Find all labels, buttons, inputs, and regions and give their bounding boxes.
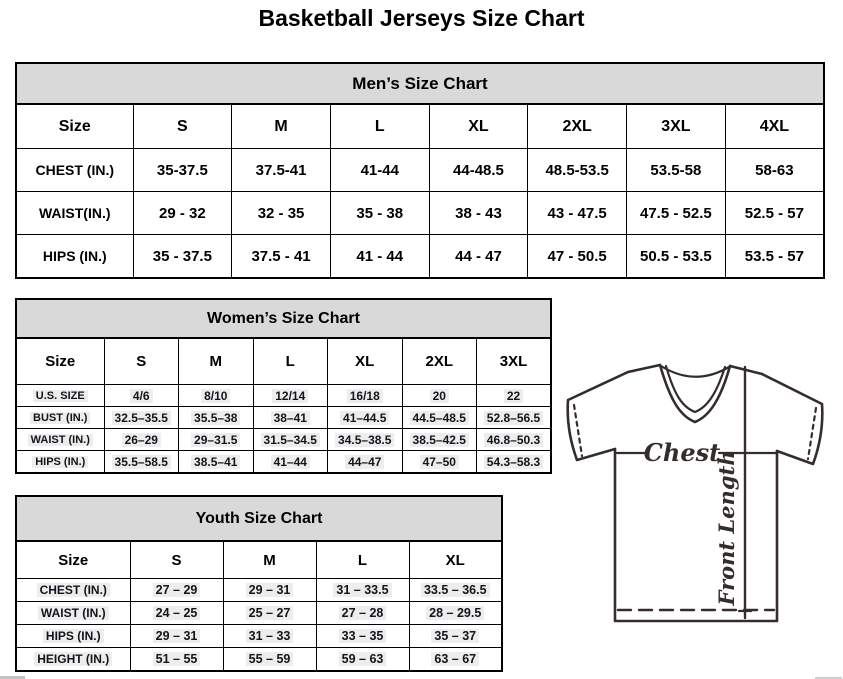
value-cell-text: 12/14 [272,389,308,403]
value-cell-text: 48.5-53.5 [545,161,609,179]
value-cell-text: 35.5–38 [191,411,240,425]
youth-size-chart-table [15,495,503,672]
size-column-L-text: L [374,117,385,135]
table-row [16,235,824,279]
value-cell [316,625,409,648]
size-corner-label [16,338,104,385]
value-cell-text: 46.8–50.3 [484,433,543,447]
chart-title: Men’s Size Chart [16,63,824,104]
value-cell [253,407,328,429]
value-cell-text: 50.5 - 53.5 [640,247,712,265]
value-cell-text: 47 - 50.5 [547,247,607,265]
size-column-M [179,338,254,385]
value-cell [402,429,477,451]
value-cell-text: 27 – 29 [153,583,201,597]
row-label [16,451,104,474]
size-column-XL-text: XL [355,353,375,370]
jersey-left-cuff-dashes [574,405,582,456]
mens-size-chart-table [15,62,825,279]
row-label-text: HIPS (IN.) [43,629,104,643]
value-cell [627,149,726,192]
value-cell-text: 44.5–48.5 [410,411,469,425]
value-cell [179,429,254,451]
size-column-3XL-text: 3XL [499,353,528,370]
jersey-measurement-diagram [558,360,833,628]
value-cell-text: 22 [504,389,523,403]
jersey-body-outline [615,449,777,621]
size-column-3XL-text: 3XL [661,117,691,135]
size-column-XL-text: XL [445,551,465,569]
size-column-XL-text: XL [468,117,489,135]
value-cell [409,648,502,672]
size-column-M-text: M [209,353,222,370]
jersey-collar-back-arc [661,366,729,377]
value-cell [316,602,409,625]
size-column-M [223,541,316,579]
value-cell-text: 47.5 - 52.5 [640,204,712,222]
size-column-M-text: M [263,551,276,569]
value-cell [725,235,824,279]
table-row [16,451,551,474]
value-cell-text: 51 – 55 [153,652,201,666]
value-cell-text: 38 - 43 [455,204,502,222]
value-cell [528,192,627,235]
size-header-row [16,104,824,149]
value-cell-text: 37.5-41 [255,161,307,179]
value-cell [429,192,528,235]
size-column-S-text: S [171,551,182,569]
row-label [16,429,104,451]
value-cell-text: 54.3–58.3 [484,455,543,469]
value-cell-text: 33 – 35 [339,629,387,643]
size-column-S-text: S [177,117,188,135]
value-cell-text: 20 [430,389,449,403]
value-cell-text: 26–29 [122,433,161,447]
jersey-collar-outer-v [660,365,730,422]
value-cell [330,192,429,235]
value-cell-text: 52.5 - 57 [744,204,804,222]
value-cell-text: 35-37.5 [156,161,208,179]
value-cell [429,235,528,279]
value-cell [223,625,316,648]
value-cell-text: 59 – 63 [339,652,387,666]
size-column-XL [409,541,502,579]
value-cell-text: 33.5 – 36.5 [421,583,490,597]
size-column-4XL-text: 4XL [759,117,790,135]
size-column-2XL-text: 2XL [425,353,453,370]
value-cell-text: 53.5 - 57 [744,247,804,265]
table-row [16,625,502,648]
size-column-L [253,338,328,385]
size-column-2XL [402,338,477,385]
value-cell [179,407,254,429]
value-cell [253,385,328,407]
value-cell-text: 29 - 32 [159,204,206,222]
value-cell [232,192,331,235]
value-cell [477,407,552,429]
size-column-S [130,541,223,579]
value-cell-text: 44–47 [345,455,384,469]
size-column-L [330,104,429,149]
value-cell-text: 41-44 [360,161,399,179]
value-cell-text: 41–44 [271,455,310,469]
value-cell-text: 55 – 59 [246,652,294,666]
value-cell-text: 35 – 37 [431,629,479,643]
size-column-3XL [627,104,726,149]
value-cell [409,625,502,648]
size-column-3XL [477,338,552,385]
value-cell [232,149,331,192]
size-column-XL [328,338,403,385]
row-label [16,625,130,648]
value-cell-text: 63 – 67 [431,652,479,666]
value-cell [223,648,316,672]
value-cell-text: 24 – 25 [153,606,201,620]
row-label-text: CHEST (IN.) [35,162,115,178]
value-cell-text: 31 – 33.5 [333,583,391,597]
size-corner-label [16,104,133,149]
row-label [16,579,130,602]
value-cell [528,235,627,279]
value-cell [725,149,824,192]
size-column-L [316,541,409,579]
value-cell [409,602,502,625]
row-label [16,192,133,235]
value-cell [328,407,403,429]
value-cell [328,429,403,451]
row-label-text: WAIST (IN.) [28,434,93,446]
row-label-text: U.S. SIZE [33,390,88,402]
value-cell [409,579,502,602]
value-cell [104,385,179,407]
value-cell [179,385,254,407]
value-cell-text: 32 - 35 [257,204,305,222]
value-cell [316,648,409,672]
value-cell-text: 53.5-58 [650,161,702,179]
value-cell [316,579,409,602]
value-cell [104,407,179,429]
value-cell-text: 52.8–56.5 [484,411,543,425]
chest-label: Chest [643,438,721,467]
value-cell [330,235,429,279]
row-label-text: WAIST (IN.) [38,606,109,620]
row-label [16,648,130,672]
table-row [16,602,502,625]
size-column-2XL [528,104,627,149]
value-cell [429,149,528,192]
value-cell-text: 35.5–58.5 [112,455,171,469]
value-cell-text: 4/6 [130,389,153,403]
value-cell [130,625,223,648]
row-label-text: WAIST(IN.) [38,205,111,221]
value-cell-text: 8/10 [201,389,230,403]
value-cell [627,235,726,279]
size-corner-label-text: Size [58,551,89,569]
size-column-L-text: L [285,353,295,370]
chart-title-row [16,299,551,338]
row-label-text: CHEST (IN.) [37,583,110,597]
size-column-S-text: S [136,353,147,370]
value-cell [179,451,254,474]
size-column-2XL-text: 2XL [562,117,592,135]
value-cell-text: 27 – 28 [339,606,387,620]
value-cell [133,192,232,235]
value-cell [130,579,223,602]
table-row [16,429,551,451]
value-cell-text: 44 - 47 [455,247,502,265]
chart-title-row [16,63,824,104]
table-row [16,385,551,407]
chart-title-row [16,496,502,541]
jersey-left-shoulder [628,365,660,372]
value-cell-text: 28 – 29.5 [426,606,484,620]
value-cell-text: 31.5–34.5 [261,433,320,447]
value-cell [328,385,403,407]
table-row [16,407,551,429]
value-cell [725,192,824,235]
row-label [16,149,133,192]
value-cell [477,429,552,451]
size-column-S [104,338,179,385]
value-cell-text: 32.5–35.5 [112,411,171,425]
value-cell-text: 38.5–42.5 [410,433,469,447]
value-cell [253,429,328,451]
value-cell [104,451,179,474]
value-cell [232,235,331,279]
size-column-XL [429,104,528,149]
value-cell [133,149,232,192]
value-cell [130,602,223,625]
value-cell-text: 41 - 44 [356,247,404,265]
size-corner-label-text: Size [45,353,76,370]
row-label [16,235,133,279]
table-row [16,648,502,672]
jersey-right-cuff-dashes [808,408,816,459]
size-column-S [133,104,232,149]
row-label-text: BUST (IN.) [30,412,90,424]
value-cell-text: 41–44.5 [340,411,389,425]
value-cell [477,451,552,474]
row-label-text: HEIGHT (IN.) [34,652,112,666]
value-cell-text: 16/18 [347,389,383,403]
value-cell-text: 35 - 38 [356,204,404,222]
size-column-4XL [725,104,824,149]
value-cell [627,192,726,235]
chart-title: Women’s Size Chart [16,299,551,338]
value-cell-text: 34.5–38.5 [335,433,394,447]
row-label [16,602,130,625]
value-cell [104,429,179,451]
value-cell-text: 29 – 31 [246,583,294,597]
page-title: Basketball Jerseys Size Chart [258,5,585,31]
value-cell-text: 29–31.5 [191,433,240,447]
size-corner-label-text: Size [58,117,91,135]
front-length-label: Front Length [714,450,739,606]
value-cell [477,385,552,407]
row-label [16,407,104,429]
size-column-L-text: L [357,551,368,569]
table-row [16,192,824,235]
size-corner-label [16,541,130,579]
value-cell-text: 47–50 [420,455,459,469]
value-cell [223,579,316,602]
value-cell [528,149,627,192]
row-label [16,385,104,407]
value-cell-text: 35 - 37.5 [152,247,212,265]
value-cell [133,235,232,279]
value-cell-text: 31 – 33 [246,629,294,643]
size-column-M-text: M [274,117,288,135]
value-cell-text: 38–41 [271,411,310,425]
value-cell [330,149,429,192]
value-cell-text: 58-63 [755,161,794,179]
chart-title: Youth Size Chart [16,496,502,541]
table-row [16,149,824,192]
value-cell-text: 37.5 - 41 [251,247,311,265]
value-cell-text: 43 - 47.5 [547,204,607,222]
row-label-text: HIPS (IN.) [32,456,88,468]
value-cell [130,648,223,672]
value-cell [402,385,477,407]
value-cell [223,602,316,625]
table-row [16,579,502,602]
value-cell-text: 38.5–41 [191,455,240,469]
value-cell [402,407,477,429]
size-column-M [232,104,331,149]
value-cell [253,451,328,474]
size-header-row [16,541,502,579]
value-cell [402,451,477,474]
value-cell-text: 29 – 31 [153,629,201,643]
row-label-text: HIPS (IN.) [42,248,107,264]
value-cell-text: 25 – 27 [246,606,294,620]
womens-size-chart-table [15,298,552,474]
size-header-row [16,338,551,385]
value-cell-text: 44-48.5 [453,161,504,179]
value-cell [328,451,403,474]
